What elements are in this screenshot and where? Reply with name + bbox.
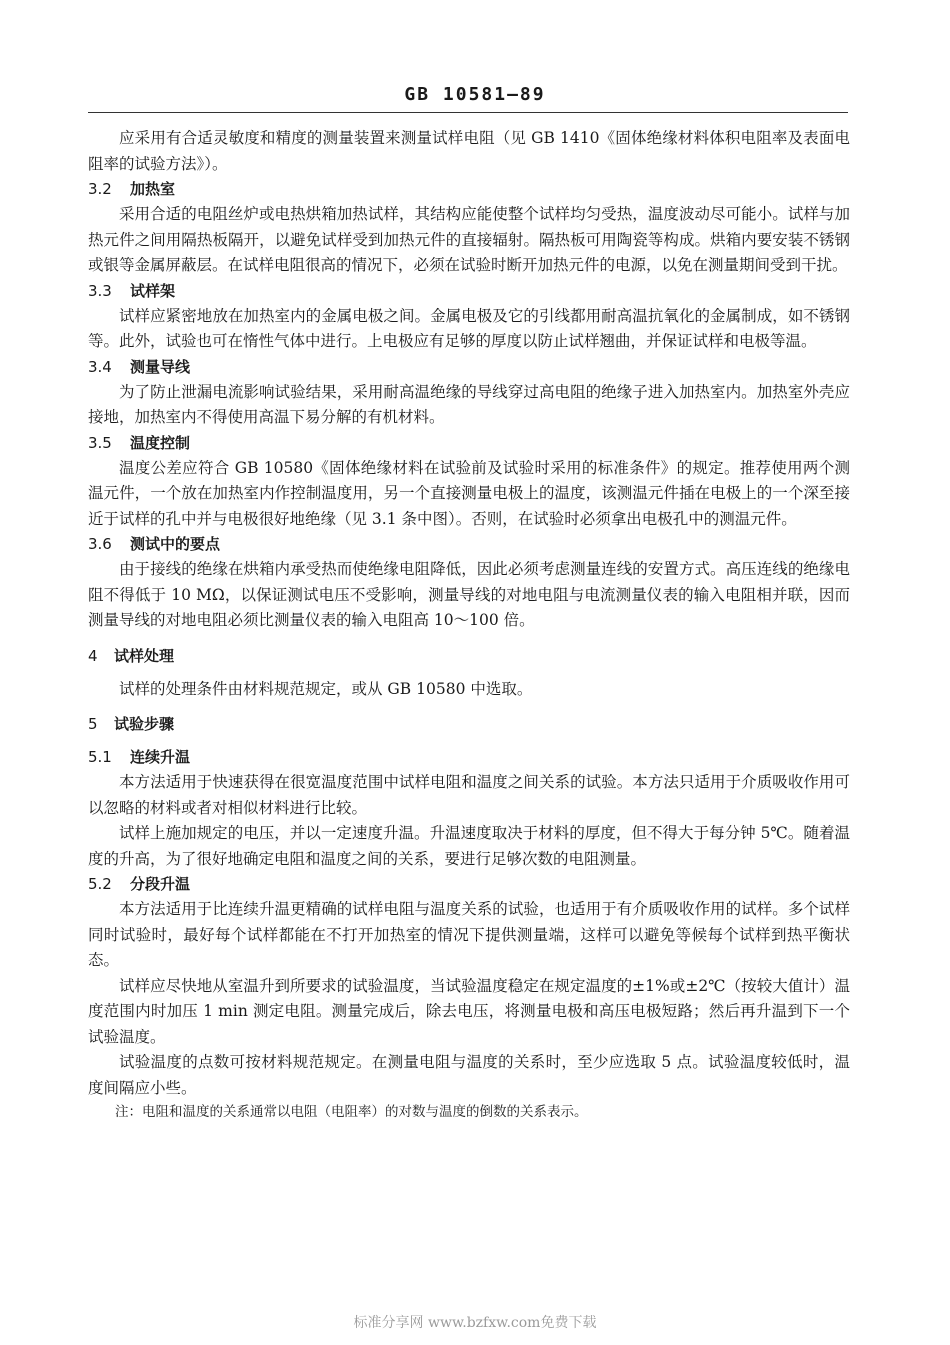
section-5-heading — [88, 712, 850, 737]
document-body — [88, 126, 850, 1123]
section-3-6-heading — [88, 532, 850, 557]
section-number: 3.6 — [88, 535, 112, 553]
section-number: 3.5 — [88, 433, 112, 452]
section-3-2-heading — [88, 177, 850, 202]
section-title: 试样处理 — [114, 646, 175, 665]
section-5-2-paragraph-3: 试验温度的点数可按材料规范规定。在测量电阻与温度的关系时，至少应选取 5 点。试验温度较低时，温度间隔应小些。 — [88, 1053, 850, 1097]
section-5-2-paragraph-1: 本方法适用于比连续升温更精确的试样电阻与温度关系的试验，也适用于有介质吸收作用的试样。多个试样同时试验时，最好每个试样都能在不打开加热室的情况下提供测量端，这样可以避免等候每个试样到热平衡状态。 — [88, 900, 850, 969]
section-3-2-paragraph: 采用合适的电阻丝炉或电热烘箱加热试样，其结构应能使整个试样均匀受热，温度波动尽可能小。试样与加热元件之间用隔热板隔开，以避免试样受到加热元件的直接辐射。隔热板可用陶瓷等构成。烘箱内要安装不锈钢或银等金属屏蔽层。在试样电阻很高的情况下，必须在试验时断开加热元件的电源，以免在测量期间受到干扰。 — [88, 205, 850, 274]
section-5-1-paragraph-1: 本方法适用于快速获得在很宽温度范围中试样电阻和温度之间关系的试验。本方法只适用于介质吸收作用可以忽略的材料或者对相似材料进行比较。 — [88, 773, 850, 817]
section-number: 4 — [88, 646, 98, 665]
section-4-paragraph: 试样的处理条件由材料规范规定，或从 GB 10580 中选取。 — [119, 679, 533, 698]
section-5-2-paragraph-2: 试样应尽快地从室温升到所要求的试验温度，当试验温度稳定在规定温度的±1%或±2℃（按较大值计）温度范围内时加压 1 min 测定电阻。测量完成后，除去电压，将测量电极和高压电极短路；然后再升温到下一个试验温度。 — [88, 976, 850, 1046]
intro-paragraph: 应采用有合适灵敏度和精度的测量装置来测量试样电阻（见 GB 1410《固体绝缘材料体积电阻率及表面电阻率的试验方法》）。 — [88, 129, 850, 173]
header-rule — [88, 112, 848, 113]
section-title: 温度控制 — [130, 433, 191, 452]
footer-watermark: 标准分享网 www.bzfxw.com免费下载 — [353, 1315, 597, 1331]
section-number: 5 — [88, 715, 98, 733]
section-title: 测量导线 — [130, 357, 191, 376]
section-3-5-paragraph: 温度公差应符合 GB 10580《固体绝缘材料在试验前及试验时采用的标准条件》的规定。推荐使用两个测温元件，一个放在加热室内作控制温度用，另一个直接测量电极上的温度，该测温元件插在电极上的一个深至接近于试样的孔中并与电极很好地绝缘（见 3.1 条中图）。否则，在试验时必须拿出电极孔中的测温元件。 — [88, 458, 850, 528]
section-title: 分段升温 — [130, 875, 191, 893]
section-title: 加热室 — [130, 180, 176, 198]
section-title: 连续升温 — [130, 748, 191, 766]
section-3-4-heading — [88, 355, 850, 380]
section-5-1-heading — [88, 745, 850, 770]
section-3-4-paragraph: 为了防止泄漏电流影响试验结果，采用耐高温绝缘的导线穿过高电阻的绝缘子进入加热室内。加热室外壳应接地，加热室内不得使用高温下易分解的有机材料。 — [88, 382, 850, 426]
section-title: 试验步骤 — [114, 715, 175, 733]
section-3-6-paragraph: 由于接线的绝缘在烘箱内承受热而使绝缘电阻降低，因此必须考虑测量连线的安置方式。高压连线的绝缘电阻不得低于 10 MΩ，以保证测试电压不受影响，测量导线的对地电阻与电流测量仪表的输入电阻相并联，因而测量导线的对地电阻必须比测量仪表的输入电阻高 10～100 倍。 — [88, 560, 850, 629]
section-5-1-paragraph-2: 试样上施加规定的电压，并以一定速度升温。升温速度取决于材料的厚度，但不得大于每分钟 5℃。随着温度的升高，为了很好地确定电阻和温度之间的关系，要进行足够次数的电阻测量。 — [88, 824, 850, 868]
page-header-code: GB 10581—89 — [404, 84, 546, 105]
section-3-5-heading — [88, 431, 850, 456]
section-number: 3.2 — [88, 180, 112, 198]
section-4-heading — [88, 644, 850, 669]
section-title: 试样架 — [130, 281, 176, 300]
section-title: 测试中的要点 — [130, 535, 221, 553]
section-number: 3.3 — [88, 281, 112, 300]
section-3-3-heading — [88, 279, 850, 304]
section-5-2-heading — [88, 872, 850, 897]
note-text: 注：电阻和温度的关系通常以电阻（电阻率）的对数与温度的倒数的关系表示。 — [115, 1104, 588, 1120]
section-3-3-paragraph: 试样应紧密地放在加热室内的金属电极之间。金属电极及它的引线都用耐高温抗氧化的金属制成，如不锈钢等。此外，试验也可在惰性气体中进行。上电极应有足够的厚度以防止试样翘曲，并保证试样和电极等温。 — [88, 306, 850, 350]
section-number: 5.1 — [88, 748, 112, 766]
section-number: 3.4 — [88, 357, 112, 376]
section-number: 5.2 — [88, 875, 112, 893]
